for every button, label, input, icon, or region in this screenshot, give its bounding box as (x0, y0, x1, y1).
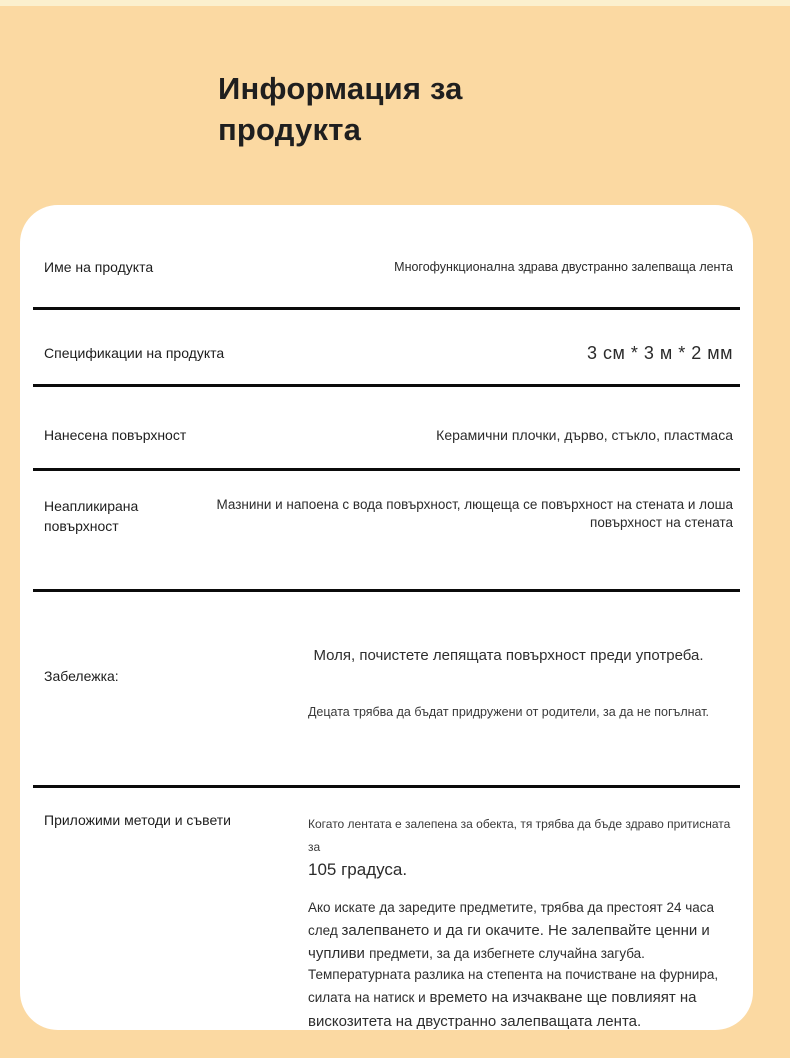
table-row-nonapplied-surface (20, 471, 753, 589)
table-row-product-name (20, 205, 753, 307)
tip2-segment: предмети, за да избегнете случайна загуба. Температурната разлика на степента на почистване на фурнира, силата на натиск и (308, 946, 719, 1006)
row-label: Неапликирана повърхност (44, 498, 139, 535)
tip2-segment: времето на изчакване ще повлияят на вискозитета на двустранно залепващата лента. (308, 989, 697, 1030)
row-label: Приложими методи и съвети (44, 812, 231, 828)
tip1-text: Когато лентата е залепена за обекта, тя трябва да бъде здраво притисната за (308, 817, 731, 855)
row-value (308, 812, 745, 1030)
row-label: Спецификации на продукта (44, 345, 225, 361)
top-edge-strip (0, 0, 790, 6)
tip2-segment: Ако искате да заредите предметите, трябва да престоят 24 часа след (308, 900, 715, 938)
tip2-segment: залепването и да ги окачите. Не залепвайте ценни и чупливи (308, 921, 710, 963)
row-label: Име на продукта (44, 259, 154, 275)
tip-paragraph-2 (308, 898, 745, 1030)
tip1-degrees-text: 105 градуса. (308, 860, 408, 880)
product-info-card (20, 205, 753, 1030)
page-title: Информация за продукта (218, 71, 463, 147)
row-label: Забележка: (44, 667, 119, 684)
row-value: Мазнини и напоена с вода повърхност, лющеща се повърхност на стената и лоша повърхност на стената (216, 497, 733, 531)
table-row-applied-surface (20, 387, 753, 468)
note-line-1: Моля, почистете лепящата повърхност преди употреба. (313, 647, 704, 664)
table-row-methods-tips (20, 788, 753, 1030)
row-value: Многофункционална здрава двустранно залепваща лента (394, 260, 733, 274)
row-value: 3 см * 3 м * 2 мм (586, 342, 733, 363)
table-row-specifications (20, 310, 753, 384)
row-label: Нанесена повърхност (44, 426, 187, 443)
row-value (284, 592, 733, 785)
table-row-note (20, 592, 753, 785)
row-value: Керамични плочки, дърво, стъкло, пластмаса (436, 426, 733, 443)
note-line-2: Децата трябва да бъдат придружени от родители, за да не погълнат. (307, 705, 710, 719)
tip-paragraph-1 (308, 812, 745, 883)
